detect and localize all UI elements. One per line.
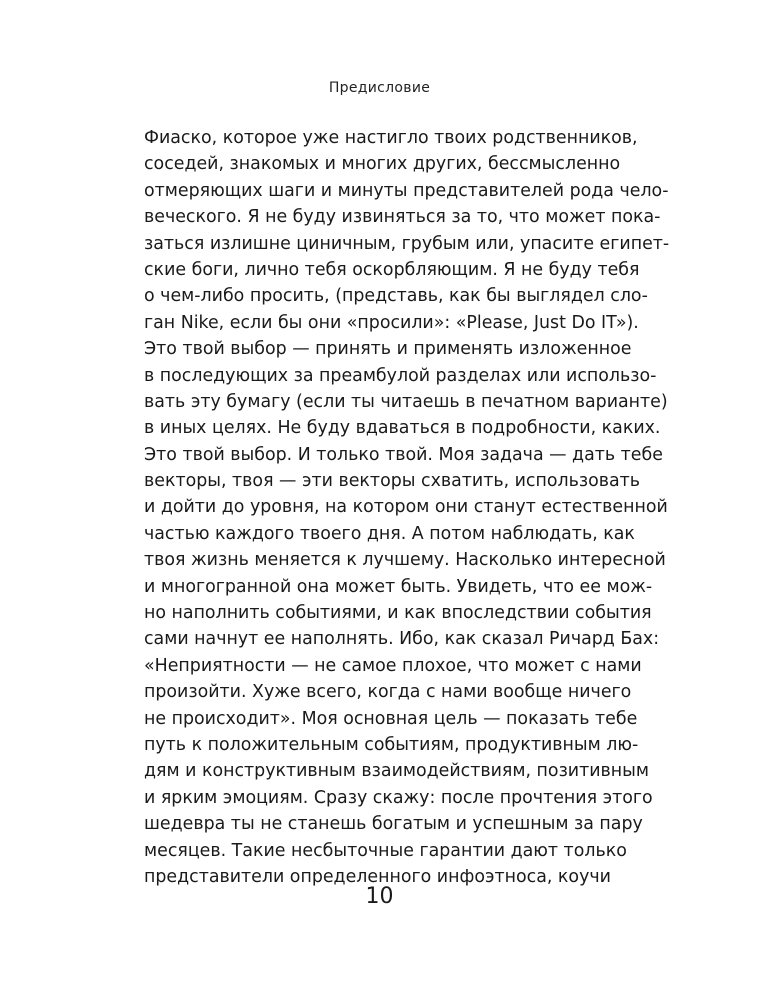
text-line: Это твой выбор — принять и применять изложенное xyxy=(144,339,632,360)
running-header: Предисловие xyxy=(328,80,431,96)
body-text xyxy=(144,125,670,890)
text-line: не происходит». Моя основная цель — показать тебе xyxy=(144,708,638,729)
text-line: произойти. Хуже всего, когда с нами вообще ничего xyxy=(144,682,632,703)
text-line: ские боги, лично тебя оскорбляющим. Я не буду тебя xyxy=(144,259,640,280)
text-line: сами начнут ее наполнять. Ибо, как сказал Ричард Бах: xyxy=(144,629,660,650)
text-line: дям и конструктивным взаимодействиям, позитивным xyxy=(144,761,650,782)
text-line: отмеряющих шаги и минуты представителей рода чело- xyxy=(144,180,669,201)
text-line: месяцев. Такие несбыточные гарантии дают только xyxy=(144,840,627,861)
text-line: шедевра ты не станешь богатым и успешным за пару xyxy=(144,814,643,835)
text-line: заться излишне циничным, грубым или, упасите египет- xyxy=(144,233,670,254)
text-line: но наполнить событиями, и как впоследствии события xyxy=(144,603,652,624)
text-line: вать эту бумагу (если ты читаешь в печатном варианте) xyxy=(144,391,668,412)
text-line: о чем-либо просить, (представь, как бы выглядел сло- xyxy=(144,286,648,307)
text-line: соседей, знакомых и многих других, бессмысленно xyxy=(144,154,621,175)
text-line: в иных целях. Не буду вдаваться в подробности, каких. xyxy=(144,418,661,439)
page-number: 10 xyxy=(365,884,394,909)
text-line: в последующих за преамбулой разделах или использо- xyxy=(144,365,657,386)
text-line: «Неприятности — не самое плохое, что может с нами xyxy=(144,655,642,676)
text-line: твоя жизнь меняется к лучшему. Насколько интересной xyxy=(144,550,666,571)
text-line: Фиаско, которое уже настигло твоих родственников, xyxy=(144,128,638,148)
text-line: Это твой выбор. И только твой. Моя задача — дать тебе xyxy=(144,444,663,465)
text-line: частью каждого твоего дня. А потом наблюдать, как xyxy=(144,523,635,544)
text-line: представители определенного инфоэтноса, коучи xyxy=(144,866,611,887)
text-line: путь к положительным событиям, продуктивным лю- xyxy=(144,734,639,755)
text-line: и многогранной она может быть. Увидеть, что ее мож- xyxy=(144,576,653,597)
text-line: веческого. Я не буду извиняться за то, что может пока- xyxy=(144,207,661,228)
text-line: ган Nike, если бы они «просили»: «Please, Just Do IT»). xyxy=(144,312,639,333)
text-line: и дойти до уровня, на котором они станут естественной xyxy=(144,497,668,518)
text-line: векторы, твоя — эти векторы схватить, использовать xyxy=(144,471,641,492)
text-line: и ярким эмоциям. Сразу скажу: после прочтения этого xyxy=(144,787,653,808)
